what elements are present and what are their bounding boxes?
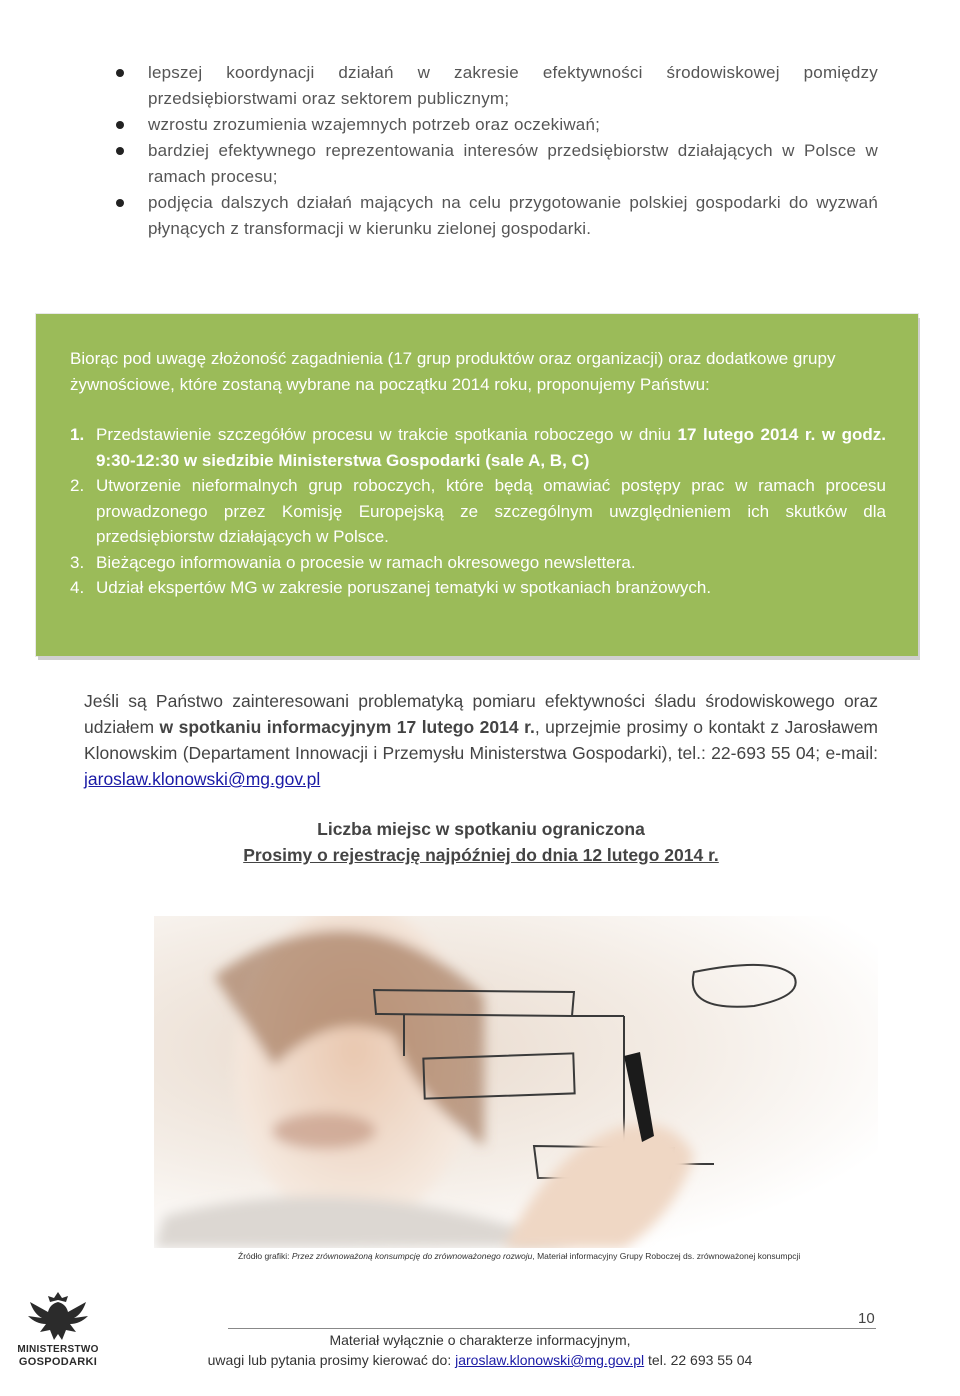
contact-text: , uprzejmie prosimy o kontakt z Jarosławem Klonowskim (Departament Innowacji i Przemysłu Ministerstwa Gospodarki), tel.: 22-693 55 04; e-mail: [84,717,878,763]
footer-line2 [150,1350,810,1370]
ministry-name [16,1344,100,1368]
registration-notes [84,816,878,868]
list-item: podjęcia dalszych działań mających na celu przygotowanie polskiej gospodarki do wyzwań płynących z transformacji w kierunku zielonej gospodarki. [112,190,878,242]
footer-email-link[interactable]: jaroslaw.klonowski@mg.gov.pl [455,1352,645,1368]
caption-title: Przez zrównoważoną konsumpcję do zrównoważonego rozwoju [291,1251,533,1261]
list-item [70,473,886,550]
item-number: 1. [70,425,85,444]
hand-with-marker [504,1052,694,1248]
ministry-logo [16,1288,100,1388]
footer-line1: Materiał wyłącznie o charakterze informacyjnym, [329,1332,631,1348]
item-number: 2. [70,476,85,495]
flowchart-photo [154,916,878,1248]
item-text: Utworzenie nieformalnych grup roboczych, które będą omawiać postępy prac w ramach procesu prowadzonego przez Komisję Europejską ze szczególnym uwzględnieniem ich skutków dla przedsiębiorstw działających w Polsce. [96,476,886,546]
item-text: Udział ekspertów MG w zakresie poruszanej tematyki w spotkaniach branżowych. [96,578,712,597]
proposal-box [36,314,918,656]
contact-paragraph [84,688,878,792]
logo-line2: GOSPODARKI [18,1356,98,1368]
page-number: 10 [858,1310,875,1327]
caption-rest: , Materiał informacyjny Grupy Roboczej ds. zrównoważonej konsumpcji [532,1251,801,1261]
page-footer [150,1330,810,1370]
footer-phone: tel. 22 693 55 04 [644,1352,753,1368]
list-item: bardziej efektywnego reprezentowania interesów przedsiębiorstw działających w Polsce w ramach procesu; [112,138,878,190]
meeting-highlight: w spotkaniu informacyjnym 17 lutego 2014 r. [159,717,535,737]
contact-text: Jeśli są Państwo zainteresowani problematyką pomiaru efektywności śladu środowiskowego oraz udziałem [84,691,878,737]
list-item [70,422,886,473]
proposal-intro: Biorąc pod uwagę złożoność zagadnienia (17 grup produktów oraz organizacji) oraz dodatkowe grupy żywnościowe, które zostaną wybrane na początku 2014 roku, proponujemy Państwu: [70,349,836,394]
person-silhouette [154,916,574,1248]
seats-limited-note: Liczba miejsc w spotkaniu ograniczona [317,819,645,839]
item-number: 3. [70,552,85,572]
item-number: 4. [70,578,85,597]
footer-divider [228,1328,876,1329]
flowchart-illustration [154,916,878,1248]
proposal-list [70,422,886,601]
logo-line1: MINISTERSTWO [17,1344,99,1355]
meeting-details: 17 lutego 2014 r. w godz. 9:30-12:30 w siedzibie Ministerstwa Gospodarki (sale A, B, C) [96,425,886,470]
list-item [70,550,886,576]
benefits-list [112,60,878,242]
item-text: Przedstawienie szczegółów procesu w trakcie spotkania roboczego w dniu [96,425,678,444]
image-caption [238,1250,878,1262]
item-text: Bieżącego informowania o procesie w ramach okresowego newslettera. [96,552,636,572]
list-item: lepszej koordynacji działań w zakresie efektywności środowiskowej pomiędzy przedsiębiorstwami oraz sektorem publicznym; [112,60,878,112]
eagle-icon [16,1288,100,1344]
list-item: wzrostu zrozumienia wzajemnych potrzeb oraz oczekiwań; [112,112,878,138]
list-item [70,575,886,601]
email-link[interactable]: jaroslaw.klonowski@mg.gov.pl [84,769,321,789]
registration-deadline: Prosimy o rejestrację najpóźniej do dnia 12 lutego 2014 r. [243,845,719,865]
footer-prefix: uwagi lub pytania prosimy kierować do: [207,1352,456,1368]
caption-label: Źródło grafiki: [238,1251,292,1261]
